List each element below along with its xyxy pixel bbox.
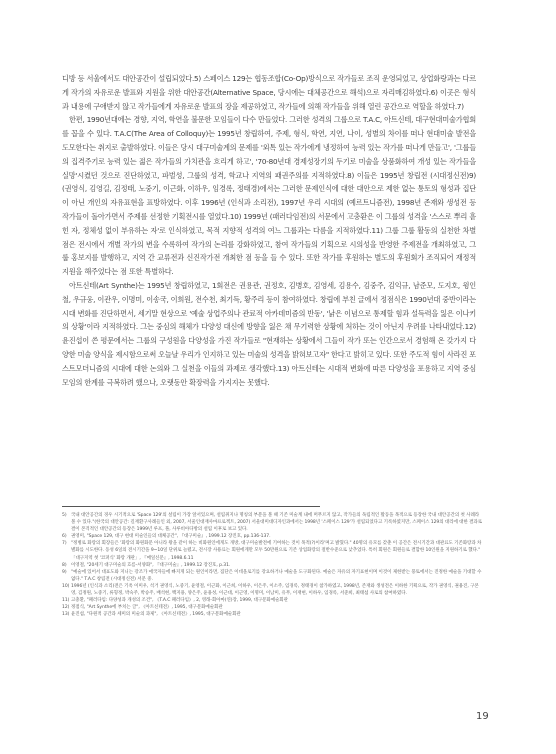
footnote-text: 국내 대안공간의 경우 시기적으로 'Space 129'의 설립이 가장 앞서있으며, 설립취지나 명칭의 부분을 볼 때 기존 미술계 내에 머무르지 않고, 작가들의 독립적인 활동을 목적으로 등장한 국내 대안공간의 첫 사례라 볼 수 있다."(한국의 대안공간: 길재환구사례들인 외, 2007, 서울인대재사마프로젝트, 2007) 서울대미대디자인과에서는 1998년 '스페이스 129'가 설립되었다고 기록하였지만, 스페이스 129의 대리에 대한 결과로 결이 본격적인 대안공간의 등장은 1999년 루프, 풀, 사루비아다방의 설립 이후로 보고 있다. xyxy=(71,513,483,533)
footnote-number: 11) xyxy=(62,598,70,604)
footnote-text: 고충환, "패러다임: 다양성과 개성의 조건", 《T.A.C 패러다임》, 2, 영래-회아마(연)장, 1999, 대구문화예술회관 xyxy=(71,598,288,604)
footnote-number: 12) xyxy=(62,605,70,611)
footnote-text: 정점식, "Art Synthe에 부치는 글", 《아트신테전》, 1995, 대구문화예술회관 xyxy=(71,605,223,611)
footnote-text: "정병로 화랑의 회장들은 '화랑의 화원화문 아니라 왕을 같이 하는 비화원인에게도 개방, 대구미술발전에 기여하는 것이 목적(?)이라'며고 밝혔다." 40명의 유모를 갖춘 이 공간은 전시기간과 대관료도 기존화랑과 차별화를 시도한다. 동성 6일의 전시기간을 9~10일 단위로 늘렸고, 전시장 사용료는 회원에게만 모두 50만원으로 기존 상업화랑의 절반수준으로 낮추었다. 특히 회원은 회원들로 결합한 10인원을 지원하기로 했다." 「대구지역 첫 '코퍼식' 화랑 개관」, 『매일신문』, 1998.6.11 xyxy=(71,541,482,561)
page-number: 19 xyxy=(476,711,489,722)
paragraph: 아트신테(Art Synthe)는 1995년 창립하였고, 1회전은 권용관, 권정호, 김병호, 김영세, 김용수, 김중주, 김익규, 남준모, 도지호, 윙인철, 우규웅, 이관우, 이명미, 이송국, 이희원, 전수천, 최기득, 황주리 등이 참여하였다. 창립에 부친 글에서 정점식은 1990년대 중반이라는 시대 변화를 진단하면서, 세기말 현상으로 '예술 상업주의나 관료적 아카데미즘의 반동', '낡은 이념으로 통제할 힘과 설득력을 잃은 이나키의 상황'이라 지적하였다. 그는 중심의 해체가 다양성 대신에 방향을 잃은 채 무기력한 상황에 처하는 것이 아닌지 우려를 나타내었다.12) 윤진섭이 쓴 평문에서는 그룹의 구성원을 다양성을 가진 작가들로 "현재하는 상황에서 그들이 작가 또는 인간으로서 경험해 온 갖가지 다양한 미술 양식을 제시함으로써 오늘날 우리가 인지하고 있는 미술의 성격을 밝혀보고자" 한다고 밝히고 있다. 또한 주도적 힘이 사라진 포스트모더니즘의 시대에 대한 논의와 그 실천을 이들의 과제로 생각했다.13) 아트신테는 시대적 변화에 따른 다양성을 포용하고 지역 중심 모임의 한계를 극복하려 했으나, 오랫동안 확장력을 가지지는 못했다. xyxy=(62,280,476,387)
footnote-divider xyxy=(62,506,320,507)
footnote xyxy=(62,611,482,618)
footnote-text: "예술에 있어서 대표도와 지니는 강조가 애국자들에 빠지게 되는 원인이라면, 집단은 이데올로기를 강요하거나 예술을 도구화된다. 예술은 자유의 자기표현이며 이것이 제한받는 풍토에서는 진정한 예술을 기대할 수 없다." T.A.C 창립전 (시대정신전) 서문 중. xyxy=(71,569,482,582)
footnote-number: 10) xyxy=(62,583,70,589)
footnote xyxy=(62,533,482,540)
footnote xyxy=(62,604,482,611)
footnote-number: 7) xyxy=(62,541,67,547)
footnote-text: 1996년 (인식과 소리)전은 기옥 이미우, 석거 권영식, 노중기, 윤영철, 이근화, 이근희, 이하우, 이은주, 이소주, 임경록, 정태경이 참가하였고, 1998년, 존재와 생성전은 이하한 기획으로, 작가 권영식, 권용진, 구본영, 김정원, 노중기, 류형정, 박숙주, 박승주, 배석현, 백지용, 양은주, 윤용성, 이근대, 이근영, 이명미, 이남미, 유무, 이재현, 이하우, 임경록, 서준희, 최태섭 사로의 참여하였다. xyxy=(71,583,479,597)
footnote-text: 윤진섭, "다원적 공간과 세미의 미술의 과제", 《아트신테전》, 1995, 대구문화예술회관 xyxy=(71,612,241,618)
footnote-text: 권영미, "Space 129, 대구 현대 미술인들의 대체공간", 『대구미술』, 1999.12 장진호, pp.136-137. xyxy=(71,534,271,540)
footnote xyxy=(62,597,482,604)
footnote-number: 5) xyxy=(62,513,67,518)
footnote-text: 이영철, "20세기 대구미술의 흐름-서양화", 『대구미술』, 1999.12 장진호, p.31. xyxy=(71,562,231,568)
body-text xyxy=(62,72,476,389)
footnote-number: 6) xyxy=(62,534,67,540)
footnote xyxy=(62,512,482,533)
footnote-number: 9) xyxy=(62,569,67,575)
footnote xyxy=(62,540,482,561)
paragraph: 한편, 1990년대에는 경향, 지역, 학연을 불문한 모임들이 다수 만들었다. 그러한 성격의 그룹으로 T.A.C, 아트신테, 대구현대미술가협회를 꼽을 수 있다. T.A.C(The Area of Colloquy)는 1995년 창립하여, 주제, 형식, 학연, 지연, 나이, 성별의 차이를 떠나 현대미술 발전을 도모한다는 취지로 출발하였다. 이들은 당시 대구미술계의 문제를 '외톡 있는 작가에게 냉정하여 능력 있는 작가를 떠나게 만들고', '그룹들의 집격주기로 능력 있는 젊은 작가들의 가치관을 흐리게 하고', '70-80년대 경제성장기의 두기로 미술을 상품화하여 개성 있는 작가들을 실망'시켰던 것으로 진단하였고, 파벌성, 그룹의 성격, 학교나 지역의 패권주의를 지적하였다.8) 이들은 1995년 창립전 (시대정신전)9) (권영식, 김영길, 김정태, 노중기, 이근화, 이하우, 임경록, 정태경)에서는 그러한 문제인식에 대한 대안으로 제한 없는 통토의 형성과 집단이 아닌 개인의 자유표현을 표방하였다. 이후 1996년 (인식과 소리전), 1997년 우리 시대의 (예르트니즘전), 1998년 존재와 생성전 등 작가들이 돌아가면서 주제를 선정한 기획전시를 열었다.10) 1999년 (패러다임전)의 서문에서 고충환은 이 그룹의 성격을 '스스로 뿌리 흩힌 자, 정체성 없이 부유하는 자'로 인식하였고, 목적 지향적 성격의 여느 그룹과는 다름을 지적하였다.11) 그룹 그룹 활동의 실천한 차별점은 전시에서 개별 작가의 변을 수록하여 작가의 논리를 강화하였고, 참여 작가들의 기획으로 시의성을 반영한 주제전을 개최하였고, 그룹 홍보지를 발행하고, 지역 간 교류전과 신진작가전 개최한 점 등을 들 수 있다. 또한 작가를 후원하는 별도의 후원회가 조직되어 재정적 지원을 해주었다는 점 또한 특별하다. xyxy=(62,115,476,277)
paragraph: 디방 등 서울에서도 대안공간이 설립되었다.5) 스페이스 129는 협동조합(Co-Op)방식으로 작가들로 조직 운영되었고, 상업화랑과는 다르게 작가의 자유로운 발표와 지원을 위한 대안공간(Alternative Space, 당시에는 대체공간으로 해석)으로 자리매김하였다.6) 이곳은 형식과 내용에 구애받지 않고 작가들에게 자유로운 발표의 장을 제공하였고, 작가들에 의해 작가들을 위해 열린 공간으로 역할을 하였다.7) xyxy=(62,74,476,111)
footnote xyxy=(62,569,482,583)
footnote-number: 13) xyxy=(62,612,70,618)
footnote xyxy=(62,562,482,569)
footnotes xyxy=(62,512,482,618)
footnote-number: 8) xyxy=(62,562,67,568)
footnote xyxy=(62,583,482,597)
